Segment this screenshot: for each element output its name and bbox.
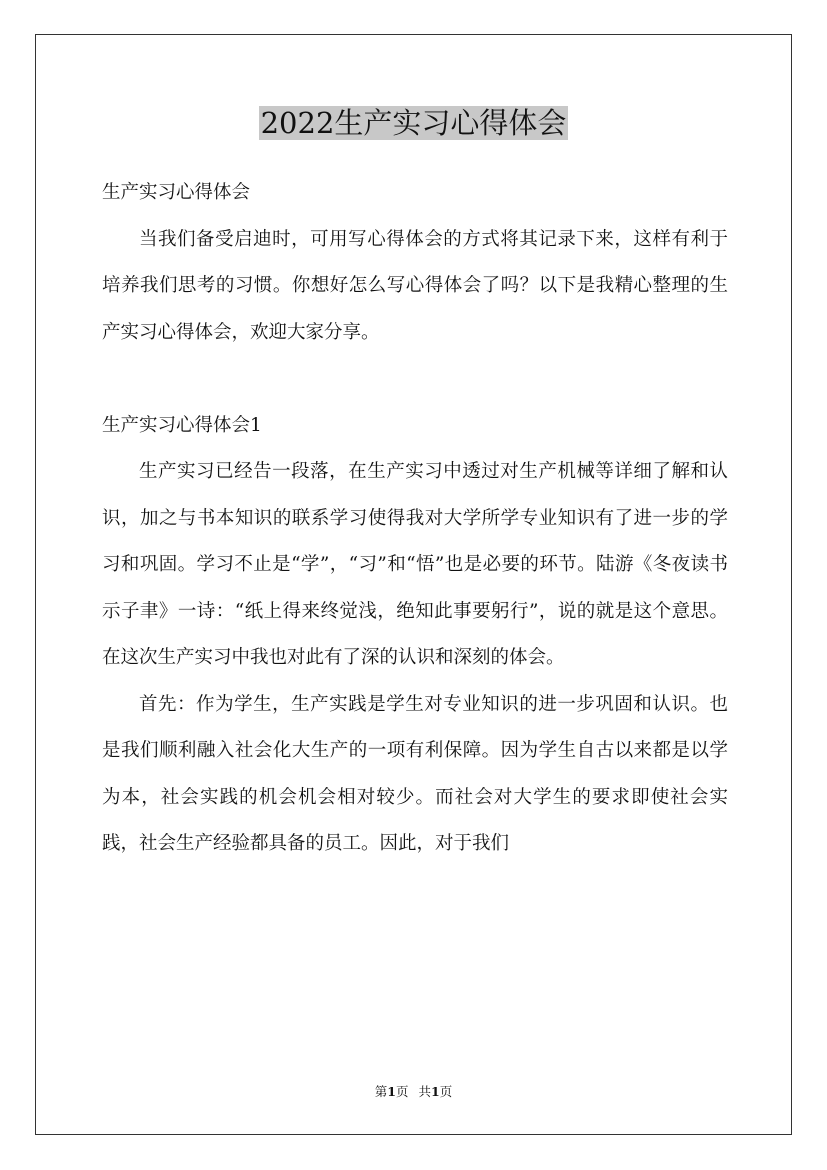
- document-title: [0, 101, 827, 145]
- document-subtitle: 生产实习心得体会: [102, 182, 251, 203]
- page-prefix: 第: [374, 1084, 388, 1099]
- body-paragraph: 生产实习已经告一段落，在生产实习中透过对生产机械等详细了解和认识，加之与书本知识的联系学习使得我对大学所学专业知识有了进一步的学习和巩固。学习不止是“学”，“习”和“悟”也是必要的环节。陆游《冬夜读书示子聿》一诗：“纸上得来终觉浅，绝知此事要躬行”，说的就是这个意思。在这次生产实习中我也对此有了深的认识和深刻的体会。: [102, 461, 728, 668]
- total-pages: 1: [431, 1084, 440, 1099]
- paragraph-spacer: [102, 356, 728, 403]
- page-suffix: 页: [395, 1084, 409, 1099]
- page-footer: [0, 1082, 827, 1102]
- section-heading: 生产实习心得体会1: [102, 414, 262, 436]
- document-body: [102, 170, 728, 868]
- total-suffix: 页: [439, 1084, 453, 1099]
- total-prefix: 共: [418, 1084, 432, 1099]
- page-number: 1: [387, 1084, 396, 1099]
- document-title-text: 2022生产实习心得体会: [260, 106, 567, 140]
- intro-paragraph: 当我们备受启迪时，可用写心得体会的方式将其记录下来，这样有利于培养我们思考的习惯。你想好怎么写心得体会了吗？以下是我精心整理的生产实习心得体会，欢迎大家分享。: [102, 228, 728, 343]
- body-paragraph: 首先：作为学生，生产实践是学生对专业知识的进一步巩固和认识。也是我们顺利融入社会化大生产的一项有利保障。因为学生自古以来都是以学为本，社会实践的机会机会相对较少。而社会对大学生的要求即使社会实践，社会生产经验都具备的员工。因此，对于我们: [102, 693, 728, 854]
